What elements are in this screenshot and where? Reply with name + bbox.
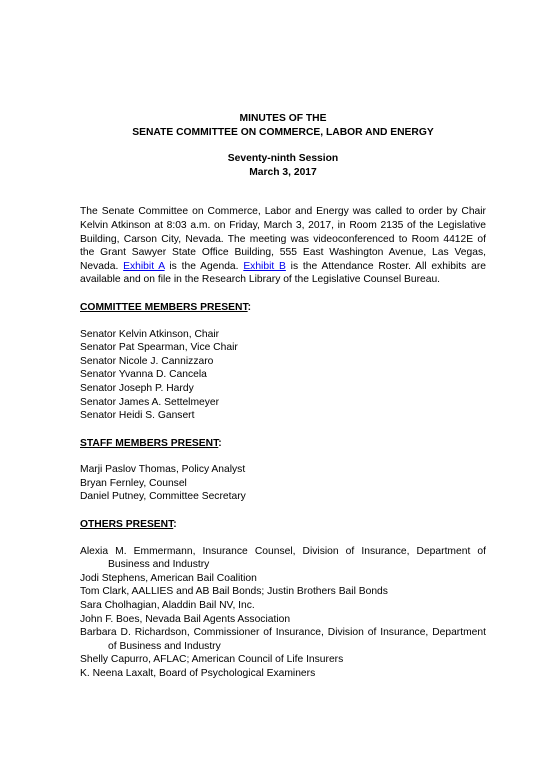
- exhibit-b-link[interactable]: Exhibit B: [243, 260, 286, 272]
- intro-text-2: is the Agenda.: [164, 260, 244, 272]
- title-line-2: SENATE COMMITTEE ON COMMERCE, LABOR AND ENERGY: [132, 126, 434, 138]
- others-heading-label: OTHERS PRESENT: [80, 519, 174, 531]
- committee-heading: COMMITTEE MEMBERS PRESENT:: [80, 301, 252, 313]
- list-item: Jodi Stephens, American Bail Coalition: [80, 572, 257, 584]
- list-item: Senator Pat Spearman, Vice Chair: [80, 342, 238, 354]
- list-item: Tom Clark, AALLIES and AB Bail Bonds; Justin Brothers Bail Bonds: [80, 586, 388, 598]
- staff-heading: STAFF MEMBERS PRESENT:: [80, 437, 222, 449]
- meeting-date: March 3, 2017: [249, 166, 317, 178]
- document-title: [80, 112, 486, 139]
- list-item: Senator Joseph P. Hardy: [80, 382, 194, 394]
- list-item: Alexia M. Emmermann, Insurance Counsel, Division of Insurance, Department of Business and Industry: [80, 545, 486, 571]
- list-item: Marji Paslov Thomas, Policy Analyst: [80, 464, 246, 476]
- document-body: [80, 112, 486, 681]
- committee-heading-label: COMMITTEE MEMBERS PRESENT: [80, 301, 248, 313]
- list-item: Senator Nicole J. Cannizzaro: [80, 355, 214, 367]
- list-item: Daniel Putney, Committee Secretary: [80, 491, 246, 503]
- exhibit-a-link[interactable]: Exhibit A: [123, 260, 165, 272]
- list-item: Senator Yvanna D. Cancela: [80, 369, 207, 381]
- intro-text-1: The Senate Committee on Commerce, Labor and Energy was called to order by Chair Kelvin Atkinson at 8:03 a.m. on Friday, March 3, 2017, in Room 2135 of the Legislative Building, Carson City, Nevada. The meeting was videoconferenced to Room 4412E of the Grant Sawyer State Office Building, 555 East Washington Avenue, Las Vegas, Nevada.: [80, 206, 486, 272]
- title-line-1: MINUTES OF THE: [239, 113, 327, 124]
- session-info: [80, 152, 486, 179]
- list-item: Barbara D. Richardson, Commissioner of Insurance, Division of Insurance, Department of Business and Industry: [80, 627, 486, 652]
- others-present-list: [80, 545, 486, 681]
- list-item: Sara Cholhagian, Aladdin Bail NV, Inc.: [80, 600, 255, 612]
- list-item: Senator James A. Settelmeyer: [80, 396, 220, 408]
- list-item: Senator Heidi S. Gansert: [80, 410, 195, 422]
- list-item: Shelly Capurro, AFLAC; American Council of Life Insurers: [80, 654, 344, 666]
- session-name: Seventy-ninth Session: [227, 153, 339, 165]
- others-heading: OTHERS PRESENT:: [80, 519, 177, 531]
- list-item: John F. Boes, Nevada Bail Agents Association: [80, 613, 291, 625]
- list-item: Bryan Fernley, Counsel: [80, 477, 187, 489]
- staff-heading-label: STAFF MEMBERS PRESENT: [80, 437, 219, 449]
- list-item: K. Neena Laxalt, Board of Psychological Examiners: [80, 668, 316, 679]
- committee-members-list: [80, 328, 486, 423]
- intro-paragraph: [80, 205, 486, 287]
- list-item: Senator Kelvin Atkinson, Chair: [80, 328, 220, 340]
- staff-members-list: [80, 463, 486, 504]
- intro-text-3: is the Attendance Roster. All exhibits are available and on file in the Research Library of the Legislative Counsel Bureau.: [80, 260, 487, 286]
